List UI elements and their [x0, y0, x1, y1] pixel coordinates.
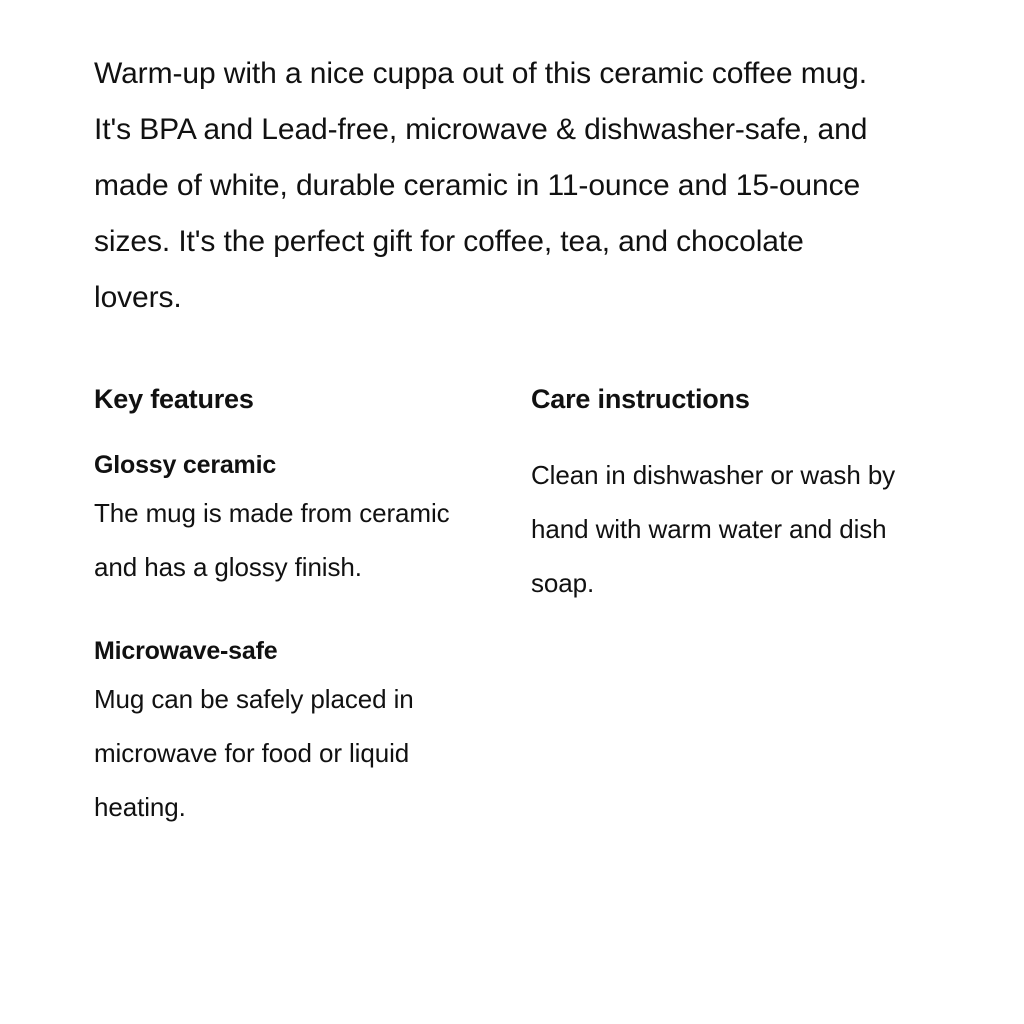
- feature-body: The mug is made from ceramic and has a glossy finish.: [94, 498, 450, 582]
- feature-title: Glossy ceramic: [94, 451, 277, 479]
- care-instructions-body: Clean in dishwasher or wash by hand with warm water and dish soap.: [531, 460, 896, 598]
- details-columns: [94, 382, 930, 834]
- feature-item: [94, 634, 531, 834]
- key-features-column: [94, 382, 531, 834]
- feature-title: Microwave-safe: [94, 637, 278, 665]
- care-instructions-column: [531, 382, 930, 834]
- key-features-heading: Key features: [94, 384, 254, 414]
- intro-paragraph: Warm-up with a nice cuppa out of this ceramic coffee mug. It's BPA and Lead-free, microwave & dishwasher-safe, and made of white, durable ceramic in 11-ounce and 15-ounce sizes. It's the perfect gift for coffee, tea, and chocolate lovers.: [94, 57, 868, 314]
- feature-item: [94, 448, 531, 594]
- care-instructions-heading: Care instructions: [531, 384, 750, 414]
- feature-body: Mug can be safely placed in microwave for food or liquid heating.: [94, 684, 414, 822]
